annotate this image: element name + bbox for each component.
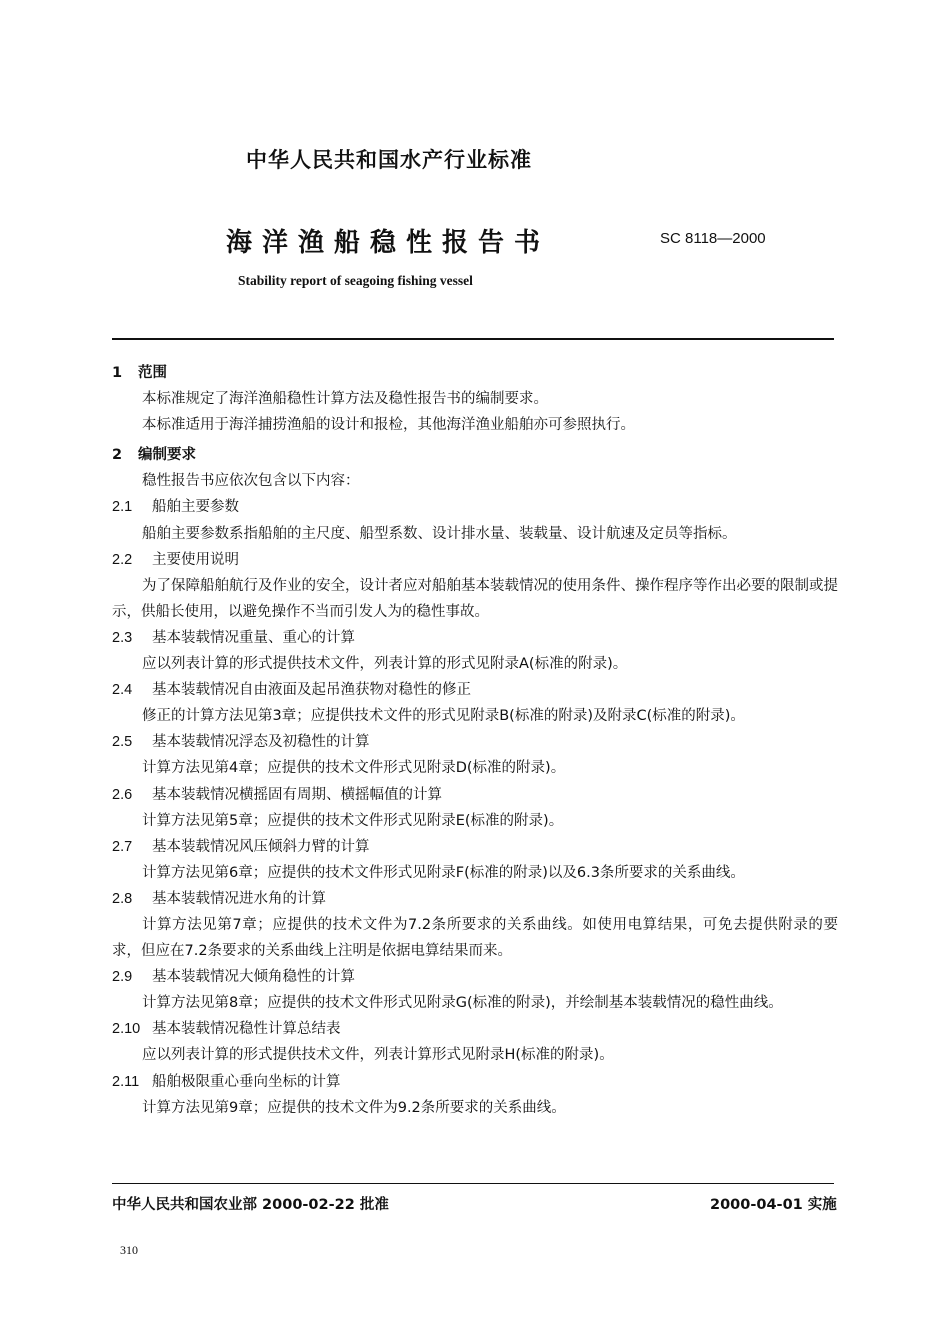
paragraph: 应以列表计算的形式提供技术文件，列表计算形式见附录H(标准的附录)。 — [142, 1047, 614, 1064]
footer-divider — [112, 1183, 834, 1184]
paragraph: 计算方法见第9章；应提供的技术文件为9.2条所要求的关系曲线。 — [142, 1099, 566, 1116]
paragraph: 船舶主要参数系指船舶的主尺度、船型系数、设计排水量、装载量、设计航速及定员等指标。 — [142, 525, 737, 542]
paragraph: 计算方法见第5章；应提供的技术文件形式见附录E(标准的附录)。 — [142, 812, 564, 829]
subsection-heading: 2.6 基本装载情况横摇固有周期、横摇幅值的计算 — [112, 786, 442, 803]
subsection-heading: 2.11 船舶极限重心垂向坐标的计算 — [112, 1073, 341, 1090]
paragraph: 计算方法见第4章；应提供的技术文件形式见附录D(标准的附录)。 — [142, 760, 566, 777]
paragraph: 本标准适用于海洋捕捞渔船的设计和报检，其他海洋渔业船舶亦可参照执行。 — [142, 417, 635, 434]
page-number: 310 — [120, 1243, 138, 1257]
paragraph: 为了保障船舶航行及作业的安全，设计者应对船舶基本装载情况的使用条件、操作程序等作出必要的限制或提示，供船长使用，以避免操作不当而引发人为的稳性事故。 — [112, 577, 838, 620]
subsection-heading: 2.1 船舶主要参数 — [112, 499, 239, 516]
approval-note: 中华人民共和国农业部 2000-02-22 批准 — [112, 1197, 389, 1213]
header-divider — [112, 338, 834, 340]
paragraph: 应以列表计算的形式提供技术文件，列表计算的形式见附录A(标准的附录)。 — [142, 656, 628, 673]
paragraph: 修正的计算方法见第3章；应提供技术文件的形式见附录B(标准的附录)及附录C(标准的附录)。 — [142, 708, 745, 725]
subsection-heading: 2.5 基本装载情况浮态及初稳性的计算 — [112, 734, 370, 751]
paragraph: 计算方法见第7章；应提供的技术文件为7.2条所要求的关系曲线。如使用电算结果，可免去提供附录的要求，但应在7.2条要求的关系曲线上注明是依据电算结果而来。 — [112, 916, 838, 960]
document-body — [112, 356, 838, 1121]
subsection-heading: 2.4 基本装载情况自由液面及起吊渔获物对稳性的修正 — [112, 682, 471, 699]
document-title: 海洋渔船稳性报告书 — [226, 228, 551, 258]
subsection-heading: 2.3 基本装载情况重量、重心的计算 — [112, 629, 355, 646]
subsection-heading: 2.9 基本装载情况大倾角稳性的计算 — [112, 969, 355, 986]
paragraph: 计算方法见第8章；应提供的技术文件形式见附录G(标准的附录)，并绘制基本装载情况的稳性曲线。 — [142, 995, 783, 1012]
paragraph: 计算方法见第6章；应提供的技术文件形式见附录F(标准的附录)以及6.3条所要求的关系曲线。 — [142, 864, 745, 881]
subsection-heading: 2.7 基本装载情况风压倾斜力臂的计算 — [112, 838, 370, 855]
paragraph: 稳性报告书应依次包含以下内容： — [142, 473, 360, 490]
standard-category-heading: 中华人民共和国水产行业标准 — [246, 148, 532, 172]
paragraph: 本标准规定了海洋渔船稳性计算方法及稳性报告书的编制要求。 — [142, 391, 548, 408]
implementation-date: 2000-04-01 实施 — [710, 1197, 837, 1213]
subsection-heading: 2.10 基本装载情况稳性计算总结表 — [112, 1021, 341, 1038]
subsection-heading: 2.8 基本装载情况进水角的计算 — [112, 890, 326, 907]
standard-code: SC 8118—2000 — [660, 230, 766, 247]
section-heading: 2 编制要求 — [112, 447, 196, 464]
subsection-heading: 2.2 主要使用说明 — [112, 551, 239, 568]
section-heading: 1 范围 — [112, 365, 167, 381]
english-title: Stability report of seagoing fishing vessel — [238, 273, 473, 288]
